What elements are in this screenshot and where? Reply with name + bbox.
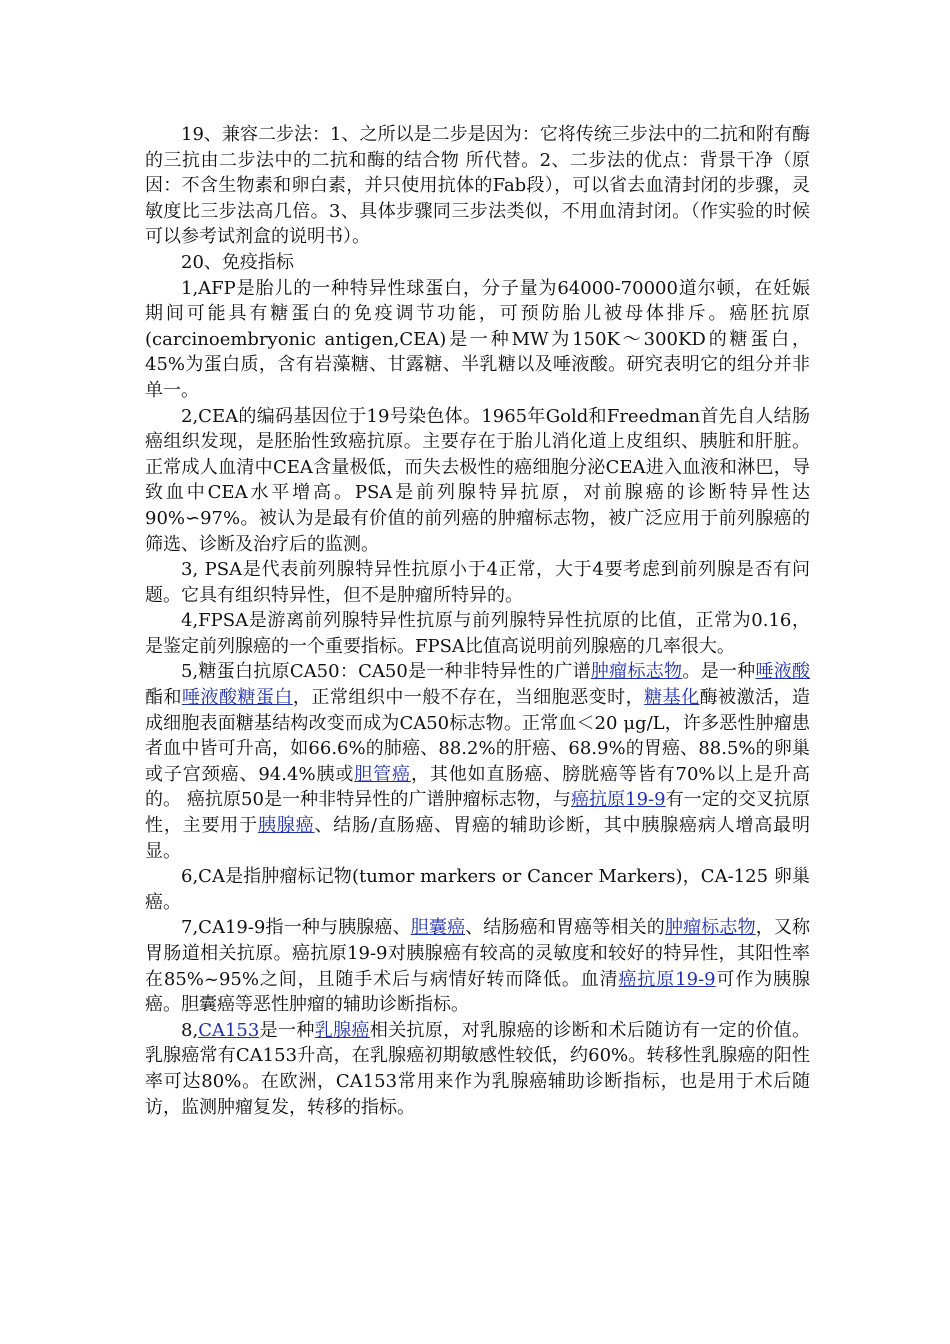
- paragraph-ca50: [145, 659, 810, 864]
- text: ，其他如直肠癌、膀胱癌等皆有70%以上是升高的。 癌抗原50是一种非特异性的广谱肿瘤标志物，与: [145, 763, 811, 811]
- link-pancreatic-cancer[interactable]: 胰腺癌: [257, 815, 315, 837]
- text: 。是一种: [682, 661, 756, 683]
- link-tumor-marker[interactable]: 肿瘤标志物: [590, 661, 683, 683]
- link-breast-cancer[interactable]: 乳腺癌: [314, 1019, 370, 1041]
- paragraph-ca19-9: [145, 915, 810, 1017]
- text: 是一种: [259, 1019, 315, 1041]
- text: 5,糖蛋白抗原CA50：CA50是一种非特异性的广谱: [181, 661, 591, 683]
- text: 酯和: [145, 687, 182, 709]
- paragraph-ca: 6,CA是指肿瘤标记物(tumor markers or Cancer Markers)，CA-125 卵巢癌。: [145, 866, 810, 913]
- text: ，正常组织中一般不存在，当细胞恶变时，: [292, 687, 645, 709]
- text: ，又称胃肠道相关抗原。癌抗原19-9对胰腺癌有较高的灵敏度和较好的特异性，其阳性率在85%~95%之间，且随手术后与病情好转而降低。血清: [145, 917, 811, 990]
- text: 、结肠/直肠癌、胃癌的辅助诊断，其中胰腺癌病人增高最明显。: [145, 815, 811, 862]
- paragraph-fpsa: 4,FPSA是游离前列腺特异性抗原与前列腺特异性抗原的比值，正常为0.16，是鉴定前列腺癌的一个重要指标。FPSA比值高说明前列腺癌的几率很大。: [145, 610, 810, 657]
- link-ca19-9[interactable]: 癌抗原19-9: [570, 789, 666, 811]
- text: 可作为胰腺癌。胆囊癌等恶性肿瘤的辅助诊断指标。: [145, 968, 810, 1016]
- heading-20: 20、免疫指标: [181, 251, 294, 273]
- paragraph-19: 19、兼容二步法：1、之所以是二步是因为：它将传统三步法中的二抗和附有酶的三抗由二步法中的二抗和酶的结合物 所代替。2、二步法的优点：背景干净（原因：不含生物素和卵白素，并只使用抗体的Fab段），可以省去血清封闭的步骤，灵敏度比三步法高几倍。3、具体步骤同三步法类似，不用血清封闭。（作实验的时候可以参考试剂盒的说明书）。: [145, 124, 810, 248]
- link-sialoglycoprotein[interactable]: 唾液酸糖蛋白: [181, 687, 293, 709]
- paragraph-cea: 2,CEA的编码基因位于19号染色体。1965年Gold和Freedman首先自人结肠癌组织发现，是胚胎性致癌抗原。主要存在于胎儿消化道上皮组织、胰脏和肝脏。正常成人血清中CEA含量极低，而失去极性的癌细胞分泌CEA进入血液和淋巴，导致血中CEA水平增高。PSA是前列腺特异抗原，对前腺癌的诊断特异性达90%∽97%。被认为是最有价值的前列癌的肿瘤标志物，被广泛应用于前列腺癌的筛选、诊断及治疗后的监测。: [145, 405, 810, 555]
- text: 7,CA19-9指一种与胰腺癌、: [181, 917, 411, 939]
- link-ca19-9[interactable]: 癌抗原19-9: [618, 968, 716, 990]
- text: 相关抗原，对乳腺癌的诊断和术后随访有一定的价值。 乳腺癌常有CA153升高，在乳腺癌初期敏感性较低，约60%。转移性乳腺癌的阳性率可达80%。在欧洲，CA153常用来作为乳腺癌辅助诊断指标，也是用于术后随访，监测肿瘤复发，转移的指标。: [145, 1019, 811, 1118]
- paragraph-ca153: [145, 1018, 810, 1120]
- document-body: [145, 122, 810, 1120]
- paragraph-afp: 1,AFP是胎儿的一种特异性球蛋白，分子量为64000-70000道尔顿，在妊娠 期间可能具有糖蛋白的免疫调节功能，可预防胎儿被母体排斥。癌胚抗原(carcinoembryonic antigen,CEA)是一种MW为150K～300KD的糖蛋白，45%为蛋白质，含有岩藻糖、甘露糖、半乳糖以及唾液酸。研究表明它的组分并非单一。: [145, 277, 810, 401]
- paragraph-psa: 3, PSA是代表前列腺特异性抗原小于4正常，大于4要考虑到前列腺是否有问题。它具有组织特异性，但不是肿瘤所特异的。: [145, 559, 810, 606]
- text: 、结肠癌和胃癌等相关的: [465, 917, 665, 939]
- text: 酶被激活，造成细胞表面糖基结构改变而成为CA50标志物。正常血＜20 μg/L，许多恶性肿瘤患者血中皆可升高，如66.6%的肺癌、88.2%的肝癌、68.9%的胃癌、88.5%的卵巢或子宫颈癌、94.4%胰或: [145, 687, 811, 785]
- text: 有一定的交叉抗原性，主要用于: [145, 789, 811, 837]
- link-glycosylation[interactable]: 糖基化: [644, 687, 700, 709]
- link-cholangiocarcinoma[interactable]: 胆管癌: [354, 763, 411, 785]
- link-tumor-marker[interactable]: 肿瘤标志物: [664, 917, 756, 939]
- link-ca153[interactable]: CA153: [198, 1019, 260, 1041]
- link-gallbladder-cancer[interactable]: 胆囊癌: [410, 917, 466, 939]
- link-sialic-acid[interactable]: 唾液酸: [755, 661, 811, 683]
- text: 8,: [181, 1019, 199, 1041]
